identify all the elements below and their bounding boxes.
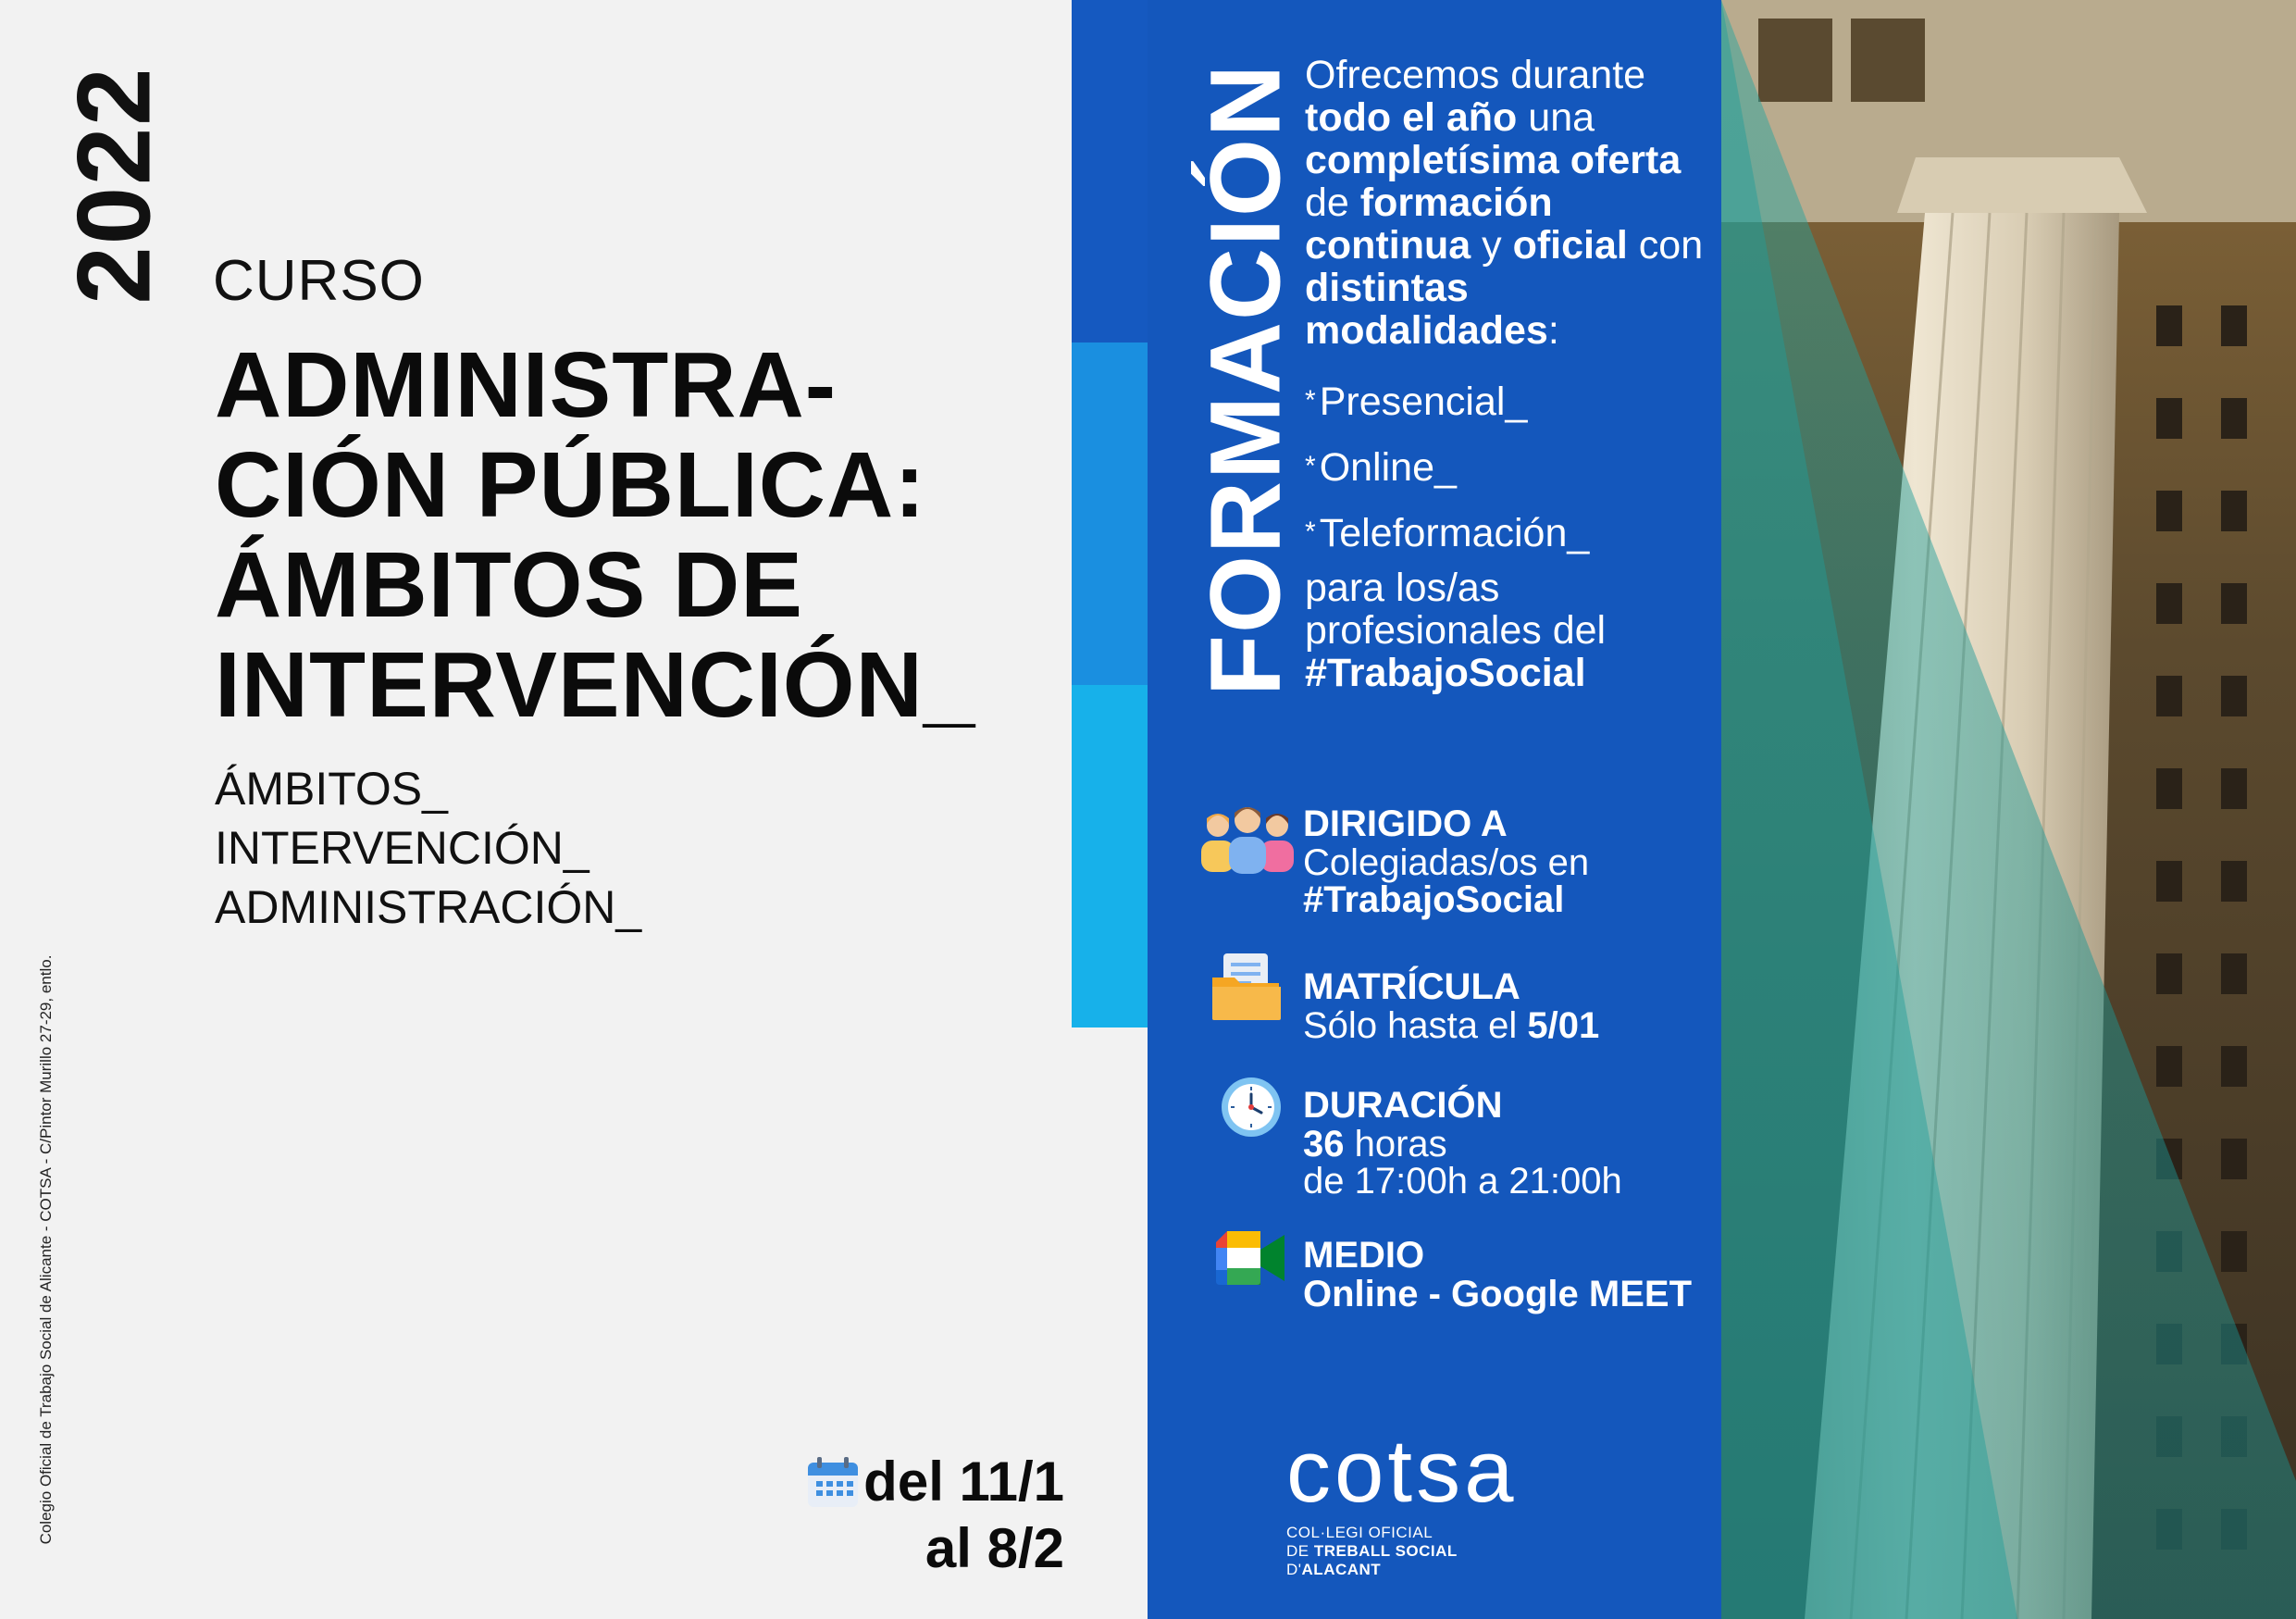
- logo-wordmark: cotsa: [1286, 1422, 1518, 1521]
- duracion-block: [1303, 1085, 1622, 1200]
- matricula-heading: MATRÍCULA: [1303, 966, 1520, 1007]
- course-kicker: CURSO: [213, 249, 425, 313]
- course-title-line: ÁMBITOS DE: [215, 533, 803, 637]
- course-dates: [805, 1449, 1064, 1582]
- formacion-vertical-title: FORMACIÓN: [1188, 63, 1301, 696]
- cotsa-logo: [1286, 1422, 1518, 1579]
- dirigido-heading: DIRIGIDO A: [1303, 803, 1508, 844]
- course-tag: ÁMBITOS_: [215, 763, 448, 815]
- course-tag: ADMINISTRACIÓN_: [215, 881, 642, 933]
- accent-stripe-light: [1072, 685, 1148, 1027]
- medio-text: Online - Google MEET: [1303, 1274, 1692, 1314]
- clock-icon: [1220, 1076, 1283, 1139]
- course-title: [215, 335, 1140, 735]
- side-band-top: [1072, 0, 1148, 342]
- dirigido-block: [1303, 803, 1589, 918]
- medio-block: [1303, 1235, 1692, 1313]
- duracion-schedule: de 17:00h a 21:00h: [1303, 1161, 1622, 1202]
- people-icon: [1199, 798, 1296, 874]
- accent-stripe-mid: [1072, 342, 1148, 685]
- modality-item: *Online_: [1305, 445, 1457, 490]
- column-photo: [1721, 0, 2296, 1619]
- year-label: 2022: [56, 66, 172, 305]
- duracion-heading: DURACIÓN: [1303, 1085, 1503, 1126]
- google-meet-icon: [1214, 1229, 1288, 1287]
- date-end: al 8/2: [925, 1517, 1064, 1579]
- dirigido-line1: Colegiadas/os en: [1303, 842, 1590, 883]
- modalities-list: [1305, 368, 1589, 566]
- course-tags: [215, 759, 641, 937]
- matricula-block: [1303, 966, 1599, 1044]
- medio-heading: MEDIO: [1303, 1235, 1425, 1276]
- address-footer: Colegio Oficial de Trabajo Social de Alicante - COTSA - C/Pintor Murillo 27-29, entlo.: [37, 954, 55, 1545]
- modality-item: *Presencial_: [1305, 380, 1528, 424]
- matricula-text: Sólo hasta el 5/01: [1303, 1005, 1600, 1046]
- dirigido-line2: #TrabajoSocial: [1303, 879, 1565, 920]
- folder-icon: [1210, 952, 1283, 1022]
- side-band-bottom: [1072, 1027, 1148, 1619]
- logo-subtitle: COL·LEGI OFICIAL DE TREBALL SOCIAL D'ALACANT: [1286, 1524, 1458, 1578]
- duracion-hours: 36 horas: [1303, 1124, 1447, 1164]
- date-start: del 11/1: [863, 1451, 1064, 1513]
- course-title-line: INTERVENCIÓN_: [215, 633, 976, 737]
- course-tag: INTERVENCIÓN_: [215, 822, 590, 874]
- modality-item: *Teleformación_: [1305, 511, 1590, 555]
- course-title-line: CIÓN PÚBLICA:: [215, 433, 926, 537]
- offer-text: Ofrecemos durante todo el año una completísima oferta de formación continua y oficial con distintas modalidades:: [1305, 53, 1704, 353]
- professionals-text: para los/as profesionales del #TrabajoSocial: [1305, 566, 1607, 695]
- course-title-line: ADMINISTRA-: [215, 333, 838, 437]
